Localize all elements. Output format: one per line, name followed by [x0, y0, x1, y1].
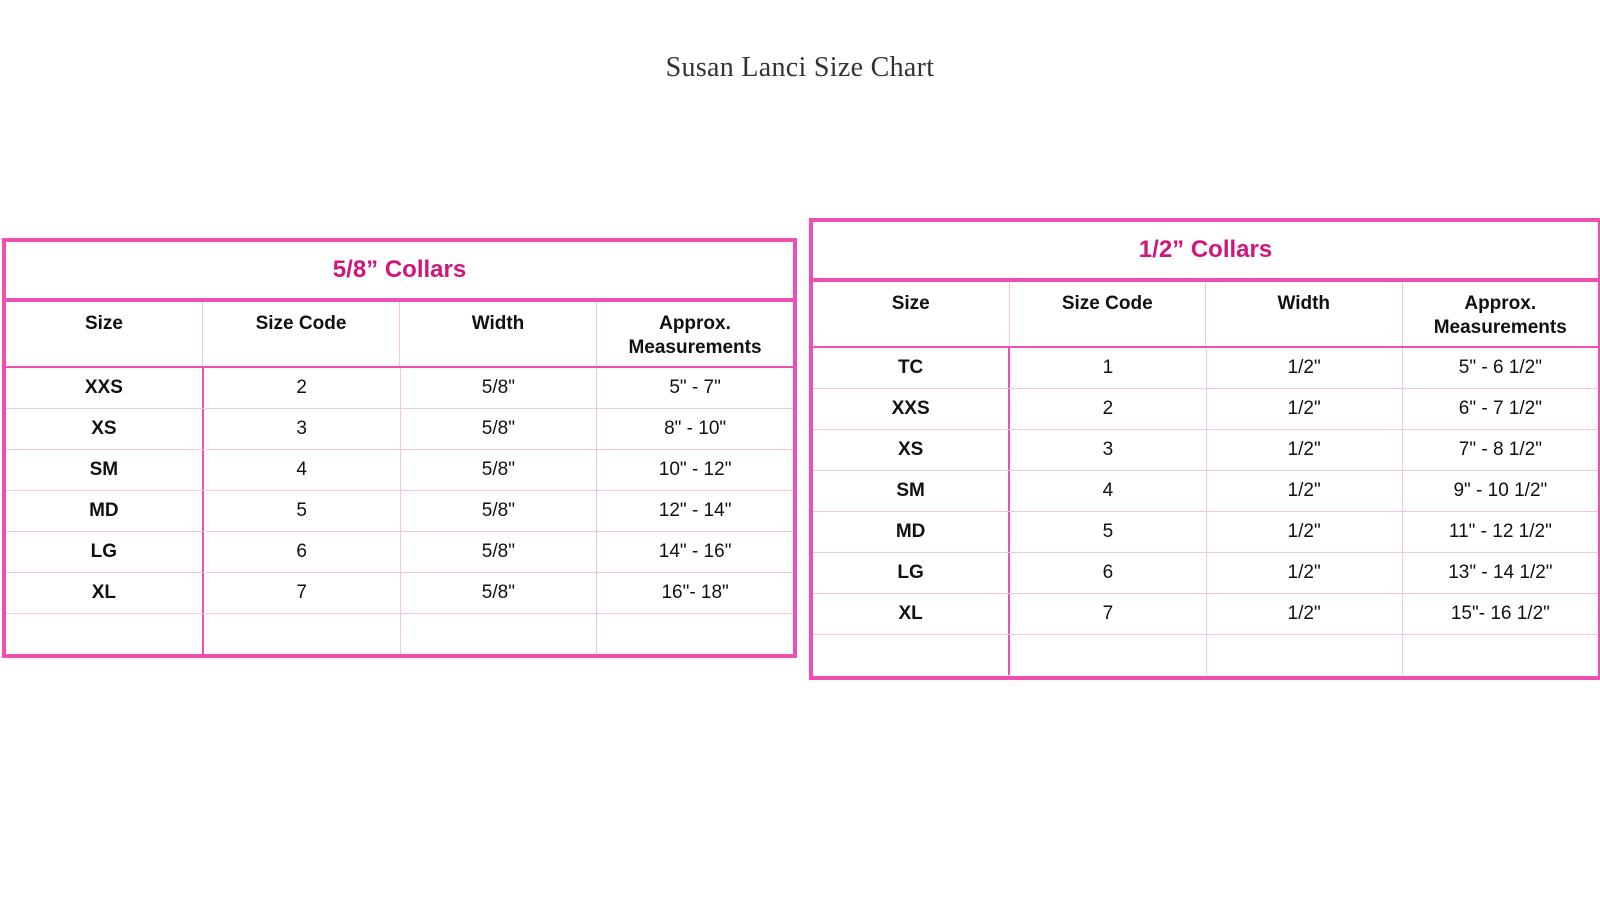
header-cell-size: Size — [6, 302, 203, 366]
table-cell: 2 — [204, 368, 401, 408]
header-row — [813, 282, 1598, 348]
header-cell-approx-measurements: Approx. Measurements — [628, 313, 762, 358]
table-title: 1/2” Collars — [813, 222, 1598, 282]
table-cell: 12" - 14" — [658, 500, 732, 521]
table-1-2-collars — [809, 218, 1600, 680]
table-cell: 1/2" — [1207, 471, 1403, 511]
table-title: 5/8” Collars — [6, 242, 793, 302]
table-row — [813, 348, 1598, 389]
table-row — [813, 553, 1598, 594]
table-cell: 5/8" — [401, 450, 598, 490]
table-cell — [204, 614, 401, 654]
table-cell: XL — [6, 573, 204, 613]
table-cell: 7 — [204, 573, 401, 613]
table-row — [6, 614, 793, 654]
table-cell: 1/2" — [1207, 348, 1403, 388]
table-cell: XS — [813, 430, 1010, 470]
table-cell — [1403, 635, 1598, 675]
table-row — [6, 532, 793, 573]
table-cell: XL — [813, 594, 1010, 634]
table-cell: XXS — [813, 389, 1010, 429]
table-cell: 3 — [1010, 430, 1206, 470]
table-cell: 5/8" — [401, 573, 598, 613]
table-row — [813, 471, 1598, 512]
table-cell: LG — [6, 532, 204, 572]
table-cell: XS — [6, 409, 204, 449]
table-cell: 7 — [1010, 594, 1206, 634]
table-row — [6, 573, 793, 614]
table-body — [6, 368, 793, 654]
table-cell: 6 — [204, 532, 401, 572]
table-cell: 9" - 10 1/2" — [1453, 480, 1548, 501]
header-row — [6, 302, 793, 368]
table-cell: 14" - 16" — [658, 541, 732, 562]
header-cell-width: Width — [1206, 282, 1403, 346]
table-row — [6, 368, 793, 409]
table-cell: 6" - 7 1/2" — [1458, 398, 1542, 419]
table-cell: 13" - 14 1/2" — [1448, 562, 1553, 583]
header-cell-size-code: Size Code — [1010, 282, 1207, 346]
table-cell: 5/8" — [401, 368, 598, 408]
table-cell: XXS — [6, 368, 204, 408]
table-row — [813, 512, 1598, 553]
table-body — [813, 348, 1598, 675]
table-cell: 2 — [1010, 389, 1206, 429]
table-cell: TC — [813, 348, 1010, 388]
header-cell-width: Width — [400, 302, 597, 366]
table-cell: 5 — [1010, 512, 1206, 552]
header-cell-approx-measurements: Approx. Measurements — [1433, 293, 1567, 338]
table-cell: 5/8" — [401, 532, 598, 572]
table-cell: SM — [6, 450, 204, 490]
table-row — [6, 409, 793, 450]
table-row — [813, 389, 1598, 430]
table-cell — [1207, 635, 1403, 675]
table-cell — [6, 614, 204, 654]
table-cell: 16"- 18" — [661, 582, 729, 603]
table-cell: 1 — [1010, 348, 1206, 388]
table-cell: 1/2" — [1207, 553, 1403, 593]
table-row — [813, 594, 1598, 635]
table-cell: 1/2" — [1207, 512, 1403, 552]
table-cell: 1/2" — [1207, 594, 1403, 634]
table-cell: MD — [6, 491, 204, 531]
table-cell: 8" - 10" — [664, 418, 727, 439]
table-cell: 10" - 12" — [658, 459, 732, 480]
table-cell: 5" - 7" — [669, 377, 721, 398]
header-cell-size: Size — [813, 282, 1010, 346]
table-row — [6, 450, 793, 491]
table-cell: 5" - 6 1/2" — [1458, 357, 1542, 378]
table-cell: 5/8" — [401, 409, 598, 449]
table-cell: MD — [813, 512, 1010, 552]
header-cell-size-code: Size Code — [203, 302, 400, 366]
table-cell: 15"- 16 1/2" — [1450, 603, 1550, 624]
table-row — [813, 430, 1598, 471]
table-cell — [1010, 635, 1206, 675]
table-cell: SM — [813, 471, 1010, 511]
table-cell: 1/2" — [1207, 389, 1403, 429]
table-cell: 6 — [1010, 553, 1206, 593]
table-cell: 5/8" — [401, 491, 598, 531]
table-cell: 11" - 12 1/2" — [1448, 521, 1552, 542]
table-cell: 4 — [1010, 471, 1206, 511]
table-cell: LG — [813, 553, 1010, 593]
table-5-8-collars — [2, 238, 797, 658]
table-cell: 1/2" — [1207, 430, 1403, 470]
table-cell: 5 — [204, 491, 401, 531]
table-cell: 3 — [204, 409, 401, 449]
table-row — [6, 491, 793, 532]
table-cell: 4 — [204, 450, 401, 490]
table-cell — [813, 635, 1010, 675]
table-cell — [401, 614, 598, 654]
page-title: Susan Lanci Size Chart — [665, 52, 935, 83]
table-row — [813, 635, 1598, 675]
table-cell — [597, 614, 793, 654]
table-cell: 7" - 8 1/2" — [1458, 439, 1542, 460]
